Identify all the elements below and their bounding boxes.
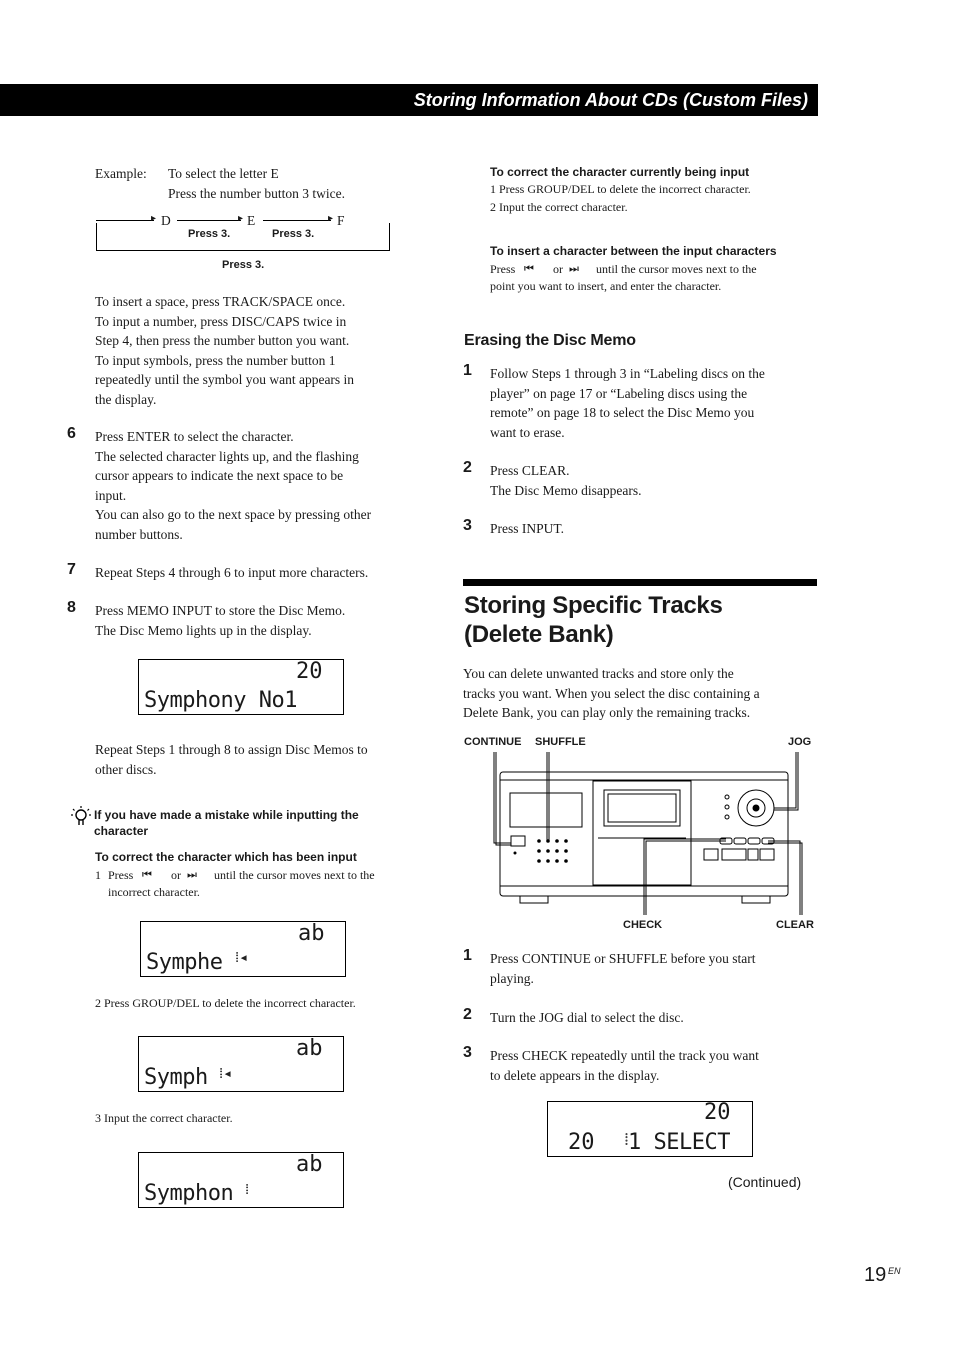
text-line: Press CONTINUE or SHUFFLE before you start [490, 951, 756, 966]
lcd-top-text: ab [296, 1152, 323, 1177]
repeat-line2: other discs. [95, 762, 157, 777]
letter-e: E [247, 213, 256, 228]
erase-step-1-text [490, 364, 820, 442]
text-line: remote” on page 18 to select the Disc Memo you [490, 405, 755, 420]
callout-check [644, 839, 726, 915]
text-line: want to erase. [490, 424, 565, 440]
text-line: You can delete unwanted tracks and store only the [463, 666, 734, 681]
header-title: Storing Information About CDs (Custom Files) [413, 90, 808, 110]
letter-f: F [337, 213, 345, 228]
lcd-display-5 [547, 1101, 753, 1157]
insert-title: To insert a character between the input characters [490, 244, 777, 258]
delete-step-1-number: 1 [463, 947, 472, 964]
erase-step-3-text: Press INPUT. [490, 521, 564, 536]
delete-step-2-number: 2 [463, 1006, 472, 1023]
erase-step-2-number: 2 [463, 459, 472, 476]
skip-forward-icon: ⏭ [569, 262, 579, 275]
delete-step-1-text [490, 949, 755, 988]
arrow-head-icon: ▸ [238, 213, 244, 224]
example-label: Example: [95, 166, 147, 181]
player-foot [520, 896, 548, 903]
lcd-display-1 [138, 659, 344, 715]
delete-step-3-number: 3 [463, 1044, 472, 1061]
text-line: Press ENTER to select the character. [95, 429, 294, 444]
text-line: the display. [95, 391, 157, 407]
press-label-b: Press 3. [272, 228, 315, 240]
text-line: to delete appears in the display. [490, 1067, 660, 1083]
lcd-top-text: ab [296, 1036, 323, 1061]
arrow-head-icon: ▸ [328, 213, 334, 224]
page-number: 19 [864, 1264, 887, 1286]
lcd-top-text: ab [298, 921, 325, 946]
cd-player-illustration [480, 750, 820, 915]
text-line: Press CHECK repeatedly until the track you want [490, 1048, 759, 1063]
step-8-number: 8 [67, 599, 76, 616]
continued-label: (Continued) [728, 1174, 802, 1190]
section-title-line1: Storing Specific Tracks [464, 592, 723, 619]
text-line: To insert a space, press TRACK/SPACE once. [95, 294, 346, 309]
callout-continue [494, 752, 511, 843]
tip-title-line2: character [94, 824, 149, 838]
correct-current-step2: 2 Input the correct character. [490, 200, 628, 214]
press-label-c: Press 3. [222, 259, 265, 271]
lcd-top-text: 20 [296, 659, 323, 684]
press-label-a: Press 3. [188, 228, 231, 240]
letter-diagram [95, 210, 395, 280]
intro-paragraph [463, 664, 823, 723]
text-line: Delete Bank, you can play only the remaining tracks. [463, 705, 751, 720]
skip-back-icon: ⏮ [142, 868, 152, 881]
label-check: CHECK [623, 919, 663, 931]
text-line: number buttons. [95, 526, 183, 542]
lightbulb-hint-icon [70, 805, 92, 827]
flashing-cursor-icon: ⁞◂ [235, 948, 249, 966]
lcd-bottom-text: Symph [144, 1065, 208, 1090]
text-line: Press CLEAR. [490, 463, 570, 478]
callout-clear [768, 841, 800, 915]
arrow-line-3 [263, 220, 331, 221]
arrow-line-1 [96, 220, 154, 221]
erase-step-1-number: 1 [463, 362, 472, 379]
header-bar [0, 84, 818, 116]
section-title-line2: (Delete Bank) [464, 621, 614, 648]
erase-step-2-text [490, 461, 641, 500]
correct-current-title: To correct the character currently being input [490, 165, 750, 179]
tip-step-2: 2 Press GROUP/DEL to delete the incorrect character. [95, 996, 356, 1010]
lcd-top-text: 20 [704, 1100, 731, 1125]
erase-title: Erasing the Disc Memo [464, 332, 636, 349]
lcd-bottom-text: Symphon [144, 1181, 234, 1206]
text-line: repeatedly until the symbol you want appears in [95, 372, 355, 387]
step-7-text: Repeat Steps 4 through 6 to input more characters. [95, 565, 369, 580]
step-6-text [95, 427, 425, 544]
flashing-track-icon: ⁞ [624, 1129, 630, 1150]
repeat-line1: Repeat Steps 1 through 8 to assign Disc Memos to [95, 742, 368, 757]
correct-current-step1: 1 Press GROUP/DEL to delete the incorrect character. [490, 182, 751, 196]
tip-step-1-or: or [171, 868, 181, 882]
letter-d: D [161, 213, 171, 228]
step-7-number: 7 [67, 561, 76, 578]
text-line: playing. [490, 970, 534, 986]
tip-step-1-text2: incorrect character. [108, 885, 200, 899]
lcd-display-4 [138, 1152, 344, 1208]
text-line: Follow Steps 1 through 3 in “Labeling discs on the [490, 366, 765, 381]
text-line: To input symbols, press the number button 1 [95, 352, 336, 368]
text-line: Step 4, then press the number button you want. [95, 333, 350, 348]
label-jog: JOG [788, 736, 812, 748]
text-line: input. [95, 487, 127, 503]
arrow-line-2 [177, 220, 241, 221]
skip-forward-icon: ⏭ [187, 868, 197, 881]
label-continue: CONTINUE [464, 736, 522, 748]
tip-title-line1: If you have made a mistake while inputting the [94, 808, 359, 822]
tip-step-1-press: Press [108, 868, 134, 882]
tip-step-1-text: until the cursor moves next to the [214, 868, 375, 882]
text-line: To input a number, press DISC/CAPS twice in [95, 313, 347, 329]
text-line: player” on page 17 or “Labeling discs using the [490, 385, 748, 401]
lcd-select-text: 1 SELECT [628, 1130, 730, 1155]
center-display [604, 790, 680, 826]
skip-back-icon: ⏮ [524, 262, 534, 275]
section-rule [463, 579, 817, 586]
label-shuffle: SHUFFLE [535, 736, 586, 748]
tip-subtitle: To correct the character which has been input [95, 850, 357, 864]
erase-step-3-number: 3 [463, 517, 472, 534]
lcd-disc-number: 20 [568, 1130, 595, 1155]
lcd-bottom-text: Symphe [146, 950, 223, 975]
delete-step-2-text: Turn the JOG dial to select the disc. [490, 1010, 684, 1025]
text-line: The selected character lights up, and the flashing [95, 448, 359, 464]
page-number-suffix: EN [888, 1266, 901, 1276]
insert-press: Press [490, 262, 516, 276]
text-line: cursor appears to indicate the next space to be [95, 468, 344, 483]
tip-step-3: 3 Input the correct character. [95, 1111, 233, 1125]
section-title [464, 591, 723, 649]
insert-text2: point you want to insert, and enter the character. [490, 279, 722, 293]
text-line: tracks you want. When you select the disc containing a [463, 685, 760, 701]
example-line1: To select the letter E [168, 166, 279, 181]
step-8-line2: The Disc Memo lights up in the display. [95, 623, 312, 638]
lcd-bottom-text: Symphony No1 [144, 688, 297, 713]
flashing-cursor-icon: ⁞◂ [219, 1064, 233, 1082]
transport-button [704, 849, 718, 860]
left-display-window [510, 793, 582, 827]
step-6-number: 6 [67, 425, 76, 442]
text-line: The Disc Memo disappears. [490, 482, 642, 498]
input-tips-paragraph [95, 292, 425, 409]
step-8-line1: Press MEMO INPUT to store the Disc Memo. [95, 603, 346, 618]
lcd-display-3 [138, 1036, 344, 1092]
diagram-loop-box [96, 223, 390, 251]
label-clear: CLEAR [776, 919, 814, 931]
example-line2: Press the number button 3 twice. [168, 186, 345, 201]
insert-or: or [553, 262, 563, 276]
insert-text: until the cursor moves next to the [596, 262, 757, 276]
tip-step-1-number: 1 [95, 868, 101, 882]
lcd-display-2 [140, 921, 346, 977]
flashing-cursor-icon: ⁞ [245, 1180, 250, 1198]
delete-step-3-text [490, 1046, 759, 1085]
player-foot [742, 896, 770, 903]
arrow-head-icon: ▸ [151, 213, 157, 224]
text-line: You can also go to the next space by pressing other [95, 507, 372, 522]
